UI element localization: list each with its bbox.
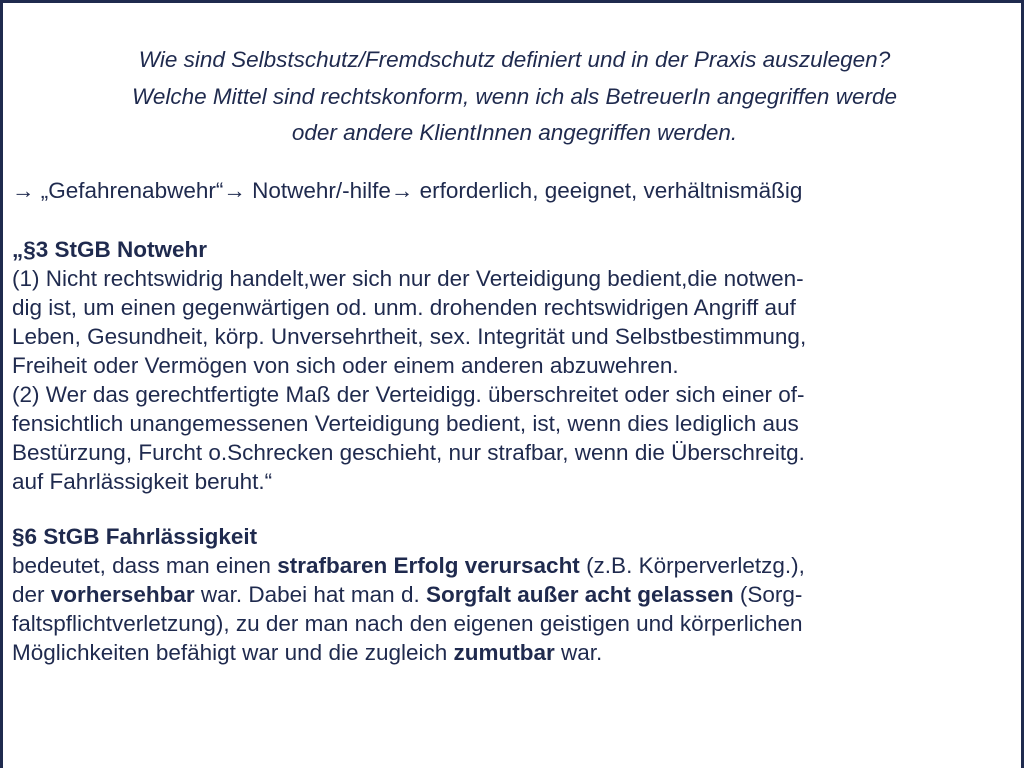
text-run: (z.B. Körperverletzg.),	[579, 553, 805, 578]
emphasis-sorgfalt: Sorgfalt außer acht gelassen	[425, 582, 734, 607]
notwehr-line: (1) Nicht rechtswidrig handelt,wer sich nur der Verteidigung bedient,die notwen-	[12, 266, 804, 291]
question-line-3: oder andere KlientInnen angegriffen werden.	[291, 120, 738, 145]
text-run: war. Dabei hat man d.	[194, 582, 426, 607]
emphasis-strafbarer-erfolg: strafbaren Erfolg verursacht	[277, 553, 580, 578]
notwehr-line: (2) Wer das gerechtfertigte Maß der Verteidigg. überschreitet oder sich einer of-	[12, 382, 805, 407]
notwehr-line: auf Fahrlässigkeit beruht.“	[12, 469, 273, 494]
text-run: der	[12, 582, 51, 607]
text-run: war.	[554, 640, 603, 665]
emphasis-zumutbar: zumutbar	[453, 640, 555, 665]
question-line-1: Wie sind Selbstschutz/Fremdschutz definiert und in der Praxis auszulegen?	[138, 47, 891, 72]
emphasis-vorhersehbar: vorhersehbar	[50, 582, 195, 607]
fahrlaessigkeit-line-2	[12, 580, 1017, 609]
notwehr-section	[12, 235, 1017, 496]
text-run: bedeutet, dass man einen	[12, 553, 278, 578]
notwehr-line: dig ist, um einen gegenwärtigen od. unm. drohenden rechtswidrigen Angriff auf	[12, 295, 796, 320]
fahrlaessigkeit-line-4	[12, 638, 1017, 667]
question-block	[12, 42, 1017, 152]
notwehr-line: Leben, Gesundheit, körp. Unversehrtheit, sex. Integrität und Selbstbestimmung,	[12, 324, 807, 349]
gefahrenabwehr-line: → „Gefahrenabwehr“→ Notwehr/-hilfe→ erforderlich, geeignet, verhältnismäßig	[12, 177, 803, 203]
notwehr-line: Freiheit oder Vermögen von sich oder einem anderen abzuwehren.	[12, 353, 679, 378]
slide-content	[12, 42, 1017, 667]
text-run: Möglichkeiten befähigt war und die zugleich	[12, 640, 454, 665]
fahrlaessigkeit-section	[12, 522, 1017, 667]
fahrlaessigkeit-line-3: faltspflichtverletzung), zu der man nach den eigenen geistigen und körperlichen	[12, 611, 803, 636]
fahrlaessigkeit-line-1	[12, 551, 1017, 580]
notwehr-line: fensichtlich unangemessenen Verteidigung bedient, ist, wenn dies lediglich aus	[12, 411, 799, 436]
text-run: (Sorg-	[733, 582, 803, 607]
notwehr-heading: „§3 StGB Notwehr	[12, 237, 208, 262]
fahrlaessigkeit-heading: §6 StGB Fahrlässigkeit	[12, 524, 258, 549]
notwehr-line: Bestürzung, Furcht o.Schrecken geschieht, nur strafbar, wenn die Überschreitg.	[12, 440, 805, 465]
question-line-2: Welche Mittel sind rechtskonform, wenn ich als BetreuerIn angegriffen werde	[132, 83, 897, 109]
